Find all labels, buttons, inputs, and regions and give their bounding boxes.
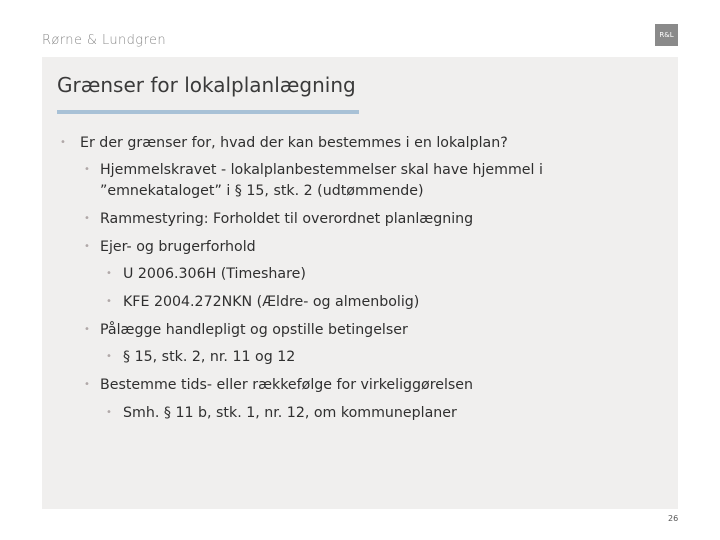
bullet-marker: • — [84, 213, 90, 224]
bullet-level1: Er der grænser for, hvad der kan bestemmes i en lokalplan? — [80, 135, 508, 151]
bullet-level3: KFE 2004.272NKN (Ældre- og almenbolig) — [123, 294, 420, 310]
bullet-marker: • — [106, 407, 112, 418]
bullet-level2: Pålægge handlepligt og opstille betingelser — [100, 322, 408, 338]
bullet-marker: • — [84, 164, 90, 175]
bullet-level3: Smh. § 11 b, stk. 1, nr. 12, om kommuneplaner — [123, 405, 457, 421]
slide-title: Grænser for lokalplanlægning — [57, 73, 356, 97]
bullet-level2: Bestemme tids- eller rækkefølge for virkeliggørelsen — [100, 377, 474, 393]
bullet-level2-continuation: ”emnekataloget” i § 15, stk. 2 (udtømmende) — [100, 183, 424, 199]
bullet-marker: • — [84, 324, 90, 335]
bullet-level2: Rammestyring: Forholdet til overordnet planlægning — [100, 211, 474, 227]
bullet-marker: • — [106, 351, 112, 362]
company-logo: Rørne & Lundgren — [42, 33, 166, 48]
bullet-marker: • — [60, 137, 66, 148]
bullet-marker: • — [84, 241, 90, 252]
bullet-marker: • — [106, 296, 112, 307]
company-badge: R&L — [655, 24, 678, 46]
bullet-level2: Ejer- og brugerforhold — [100, 239, 256, 255]
bullet-level3: U 2006.306H (Timeshare) — [123, 266, 306, 282]
title-underline — [57, 110, 359, 114]
bullet-level3: § 15, stk. 2, nr. 11 og 12 — [123, 349, 296, 365]
page-number: 26 — [668, 514, 679, 523]
bullet-marker: • — [84, 379, 90, 390]
bullet-level2: Hjemmelskravet - lokalplanbestemmelser skal have hjemmel i — [100, 162, 543, 178]
bullet-marker: • — [106, 268, 112, 279]
